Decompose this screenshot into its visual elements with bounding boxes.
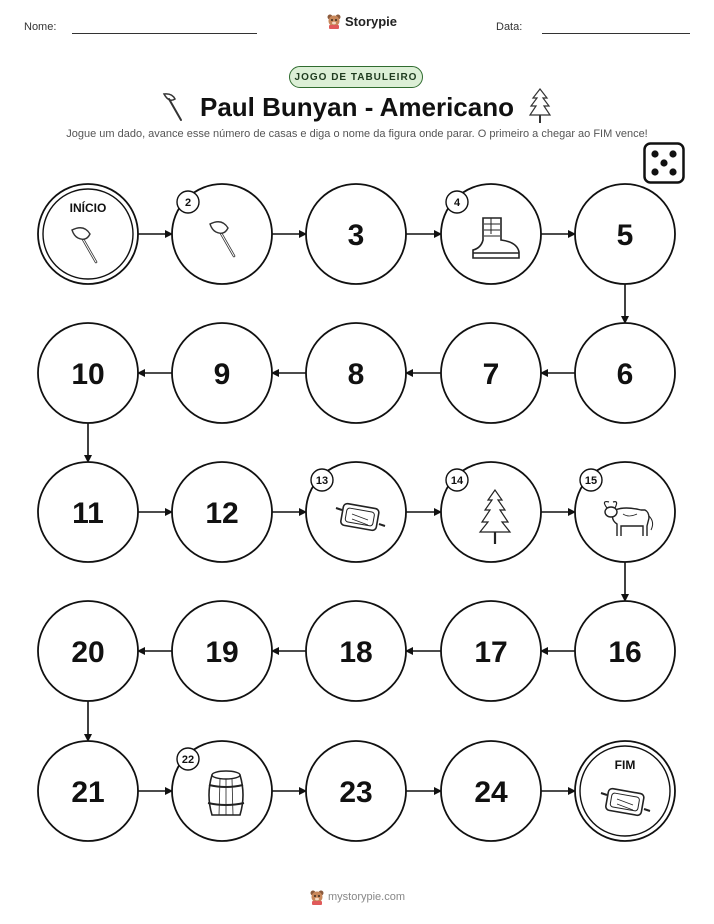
board-space[interactable]: [38, 741, 138, 841]
board-space[interactable]: [575, 323, 675, 423]
board-space[interactable]: [575, 184, 675, 284]
footer-url: mystorypie.com: [328, 891, 406, 903]
board-space[interactable]: [172, 462, 272, 562]
space-number: 10: [71, 358, 105, 391]
space-number: 7: [482, 358, 500, 391]
space-number: 16: [608, 636, 642, 669]
board-space[interactable]: [441, 601, 541, 701]
space-number: 18: [339, 636, 373, 669]
space-number: 21: [71, 776, 105, 809]
space-number: 11: [72, 497, 104, 530]
space-number: 17: [474, 636, 508, 669]
bear-icon: [310, 889, 324, 905]
space-number: 24: [474, 776, 508, 809]
board-space[interactable]: [38, 323, 138, 423]
brand-name: Storypie: [345, 13, 398, 29]
board-space[interactable]: [306, 741, 406, 841]
board-space[interactable]: [441, 184, 541, 284]
board-space[interactable]: [575, 462, 675, 562]
date-label: Data:: [496, 21, 523, 33]
name-label: Nome:: [24, 21, 57, 33]
board-space[interactable]: [306, 323, 406, 423]
space-number: 9: [213, 358, 231, 391]
board-space[interactable]: [172, 184, 272, 284]
game-type-badge: JOGO DE TABULEIRO: [289, 66, 423, 88]
board-space[interactable]: [441, 323, 541, 423]
board-space[interactable]: [172, 323, 272, 423]
board-space[interactable]: [306, 601, 406, 701]
space-number: 8: [347, 358, 365, 391]
board-space[interactable]: [172, 601, 272, 701]
space-label: INÍCIO: [69, 201, 107, 215]
barrel-icon: [208, 771, 244, 815]
space-number: 15: [584, 475, 598, 487]
space-number: 13: [315, 475, 329, 487]
space-number: 12: [205, 497, 239, 530]
board-space[interactable]: [575, 601, 675, 701]
space-number: 4: [453, 197, 461, 209]
board-space[interactable]: [306, 184, 406, 284]
space-number: 6: [616, 358, 634, 391]
board-space[interactable]: [172, 741, 272, 841]
space-number: 5: [616, 219, 634, 252]
board-space[interactable]: [38, 601, 138, 701]
instructions: Jogue um dado, avance esse número de casas e diga o nome da figura onde parar. O primeiro a chegar ao FIM vence!: [66, 128, 648, 140]
space-number: 23: [339, 776, 373, 809]
board-space[interactable]: [441, 462, 541, 562]
space-number: 19: [205, 636, 239, 669]
space-number: 2: [184, 197, 192, 209]
page-title: Paul Bunyan - Americano: [200, 92, 514, 122]
space-number: 22: [181, 754, 195, 766]
finish-space[interactable]: [575, 741, 675, 841]
space-number: 14: [450, 475, 464, 487]
space-number: 20: [71, 636, 105, 669]
footer: [310, 889, 405, 905]
board-space[interactable]: [38, 462, 138, 562]
space-number: 3: [347, 219, 365, 252]
board-spaces: [38, 184, 675, 841]
board-space[interactable]: [306, 462, 406, 562]
start-space[interactable]: [38, 184, 138, 284]
space-label: FIM: [614, 758, 636, 772]
board-space[interactable]: [441, 741, 541, 841]
